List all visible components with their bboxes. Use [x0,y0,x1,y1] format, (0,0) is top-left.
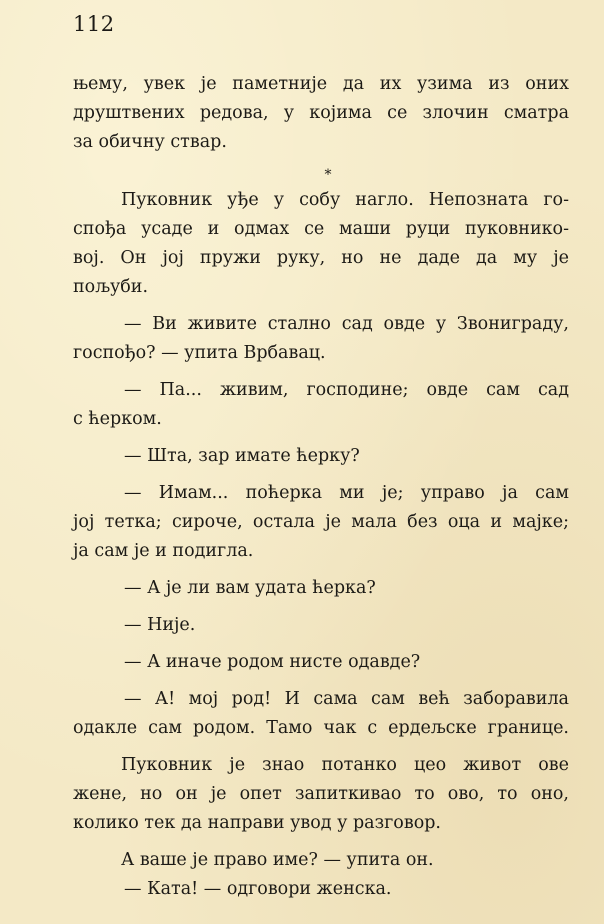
text-line: за обичну ствар. [73,132,227,152]
text-line: ја сам је и подигла. [73,541,254,561]
page-number: 112 [73,12,115,36]
dialogue-line: — Имам... поћерка ми је; управо ја сам [124,483,569,503]
dialogue-line: — Па... живим, господине; овде сам сад [124,380,569,400]
dialogue-line: — А! мој род! И сама сам већ заборавила [124,689,569,709]
dialogue-line: — Ката! — одговори женска. [124,879,392,899]
section-separator-asterisk: * [324,167,332,183]
page-text [73,70,569,904]
dialogue-line: — Шта, зар имате ћерку? [124,446,360,466]
text-line: с ћерком. [73,409,162,429]
text-line: одакле сам родом. Тамо чак с ердељске границе. [73,718,569,738]
text-line: спођа усаде и одмах се маши руци пуковнико- [73,219,569,239]
text-line: колико тек да направи увод у разговор. [73,813,441,833]
dialogue-line: — Није. [124,615,196,635]
text-line: њему, увек је паметније да их узима из оних [73,74,569,94]
text-line: госпођо? — упита Врбавац. [73,343,326,363]
text-line: јој тетка; сироче, остала је мала без оца и мајке; [73,512,569,532]
text-line: Пуковник уђе у собу нагло. Непозната го- [121,190,569,210]
dialogue-line: — А је ли вам удата ћерка? [124,578,376,598]
text-line: жене, но он је опет запиткивао то ово, то оно, [73,784,569,804]
text-line: вој. Он јој пружи руку, но не даде да му је [73,248,569,268]
text-line: друштвених редова, у којима се злочин сматра [73,103,569,123]
text-line: А ваше је право име? — упита он. [121,850,434,870]
dialogue-line: — А иначе родом нисте одавде? [124,652,421,672]
text-line: пољуби. [73,277,149,297]
dialogue-line: — Ви живите стално сад овде у Звониграду, [124,314,569,334]
text-line: Пуковник је знао потанко цео живот ове [121,755,569,775]
